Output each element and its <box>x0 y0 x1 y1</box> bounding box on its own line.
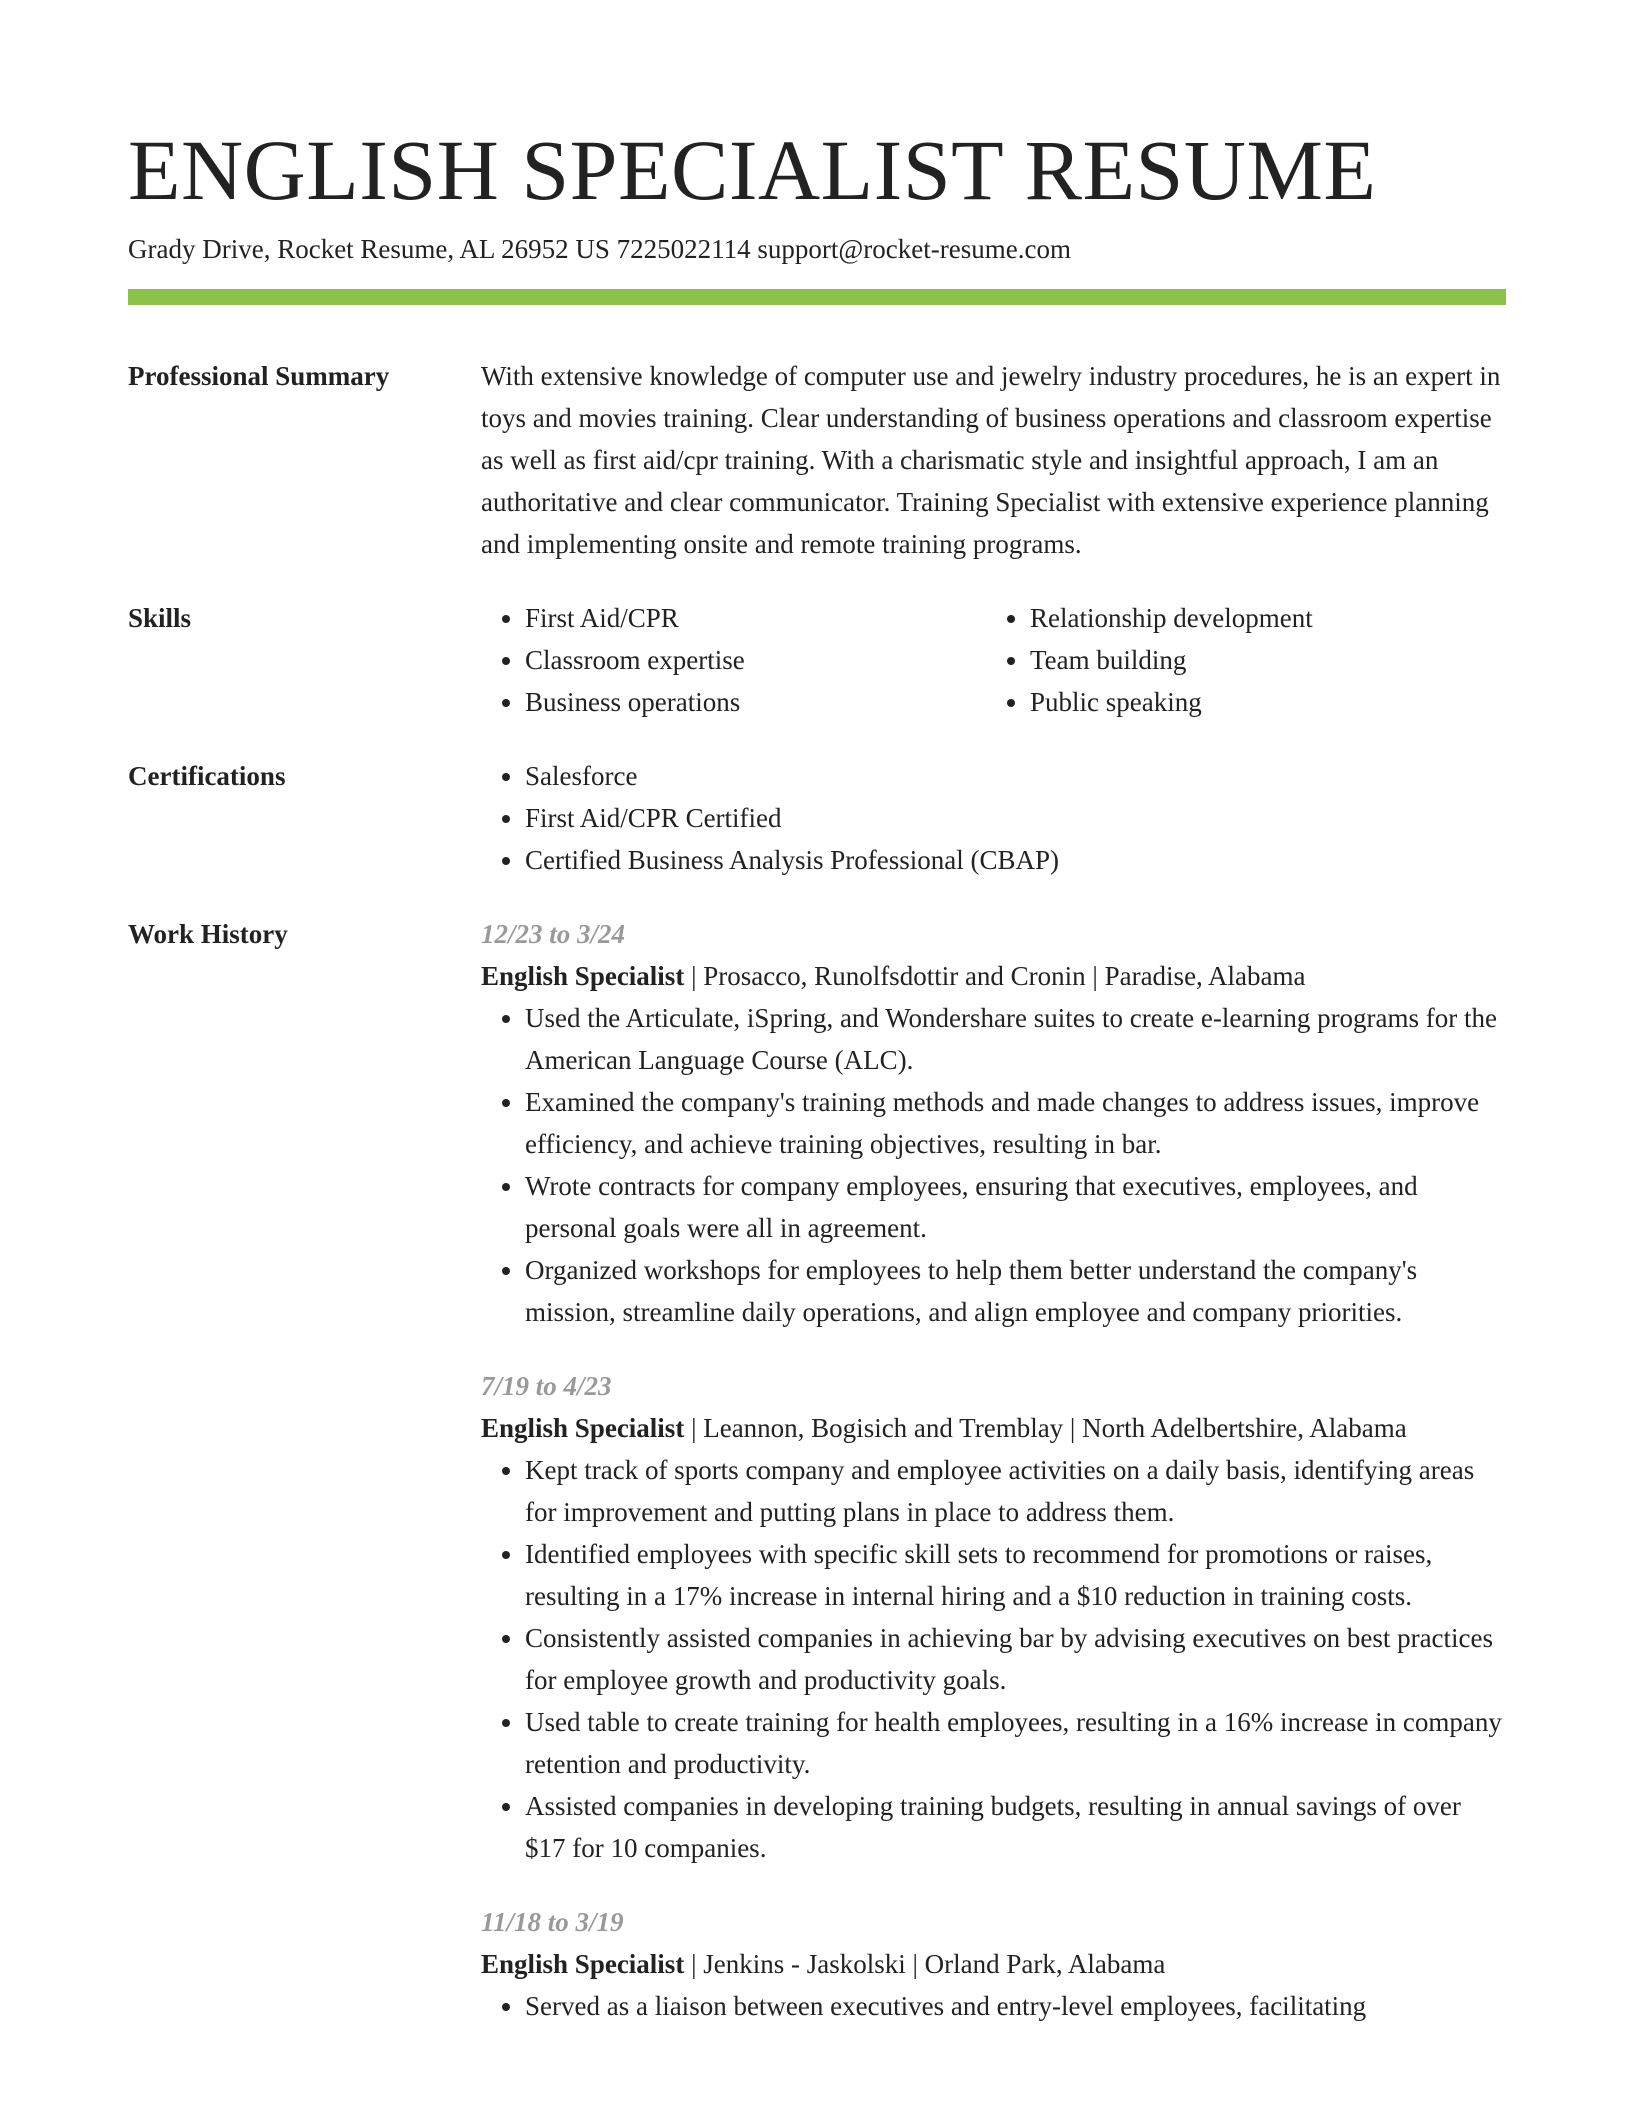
certification-item: • Salesforce <box>525 755 1506 797</box>
certification-item: • First Aid/CPR Certified <box>525 797 1506 839</box>
certifications-heading: Certifications <box>128 761 286 791</box>
certifications-list <box>481 755 1506 881</box>
skills-heading: Skills <box>128 603 192 633</box>
job-employer-location: | Leannon, Bogisich and Tremblay | North Adelbertshire, Alabama <box>684 1413 1407 1443</box>
skills-section <box>128 597 1506 723</box>
certification-item: • Certified Business Analysis Professional (CBAP) <box>525 839 1506 881</box>
contact-line: Grady Drive, Rocket Resume, AL 26952 US 7225022114 support@rocket-resume.com <box>128 234 1071 264</box>
job-heading <box>481 955 1506 997</box>
job-bullet: • Wrote contracts for company employees, ensuring that executives, employees, and personal goals were all in agreement. <box>525 1165 1506 1249</box>
skills-grid <box>481 597 1506 723</box>
resume-title: ENGLISH SPECIALIST RESUME <box>128 122 1377 218</box>
skills-column-right <box>986 597 1491 723</box>
job-bullet-list <box>481 997 1506 1333</box>
summary-section <box>128 355 1506 565</box>
job-entry <box>481 1901 1506 2027</box>
accent-divider <box>128 289 1506 305</box>
job-dates: 7/19 to 4/23 <box>481 1371 612 1401</box>
job-bullet: • Used the Articulate, iSpring, and Wondershare suites to create e-learning programs for the American Language Course (ALC). <box>525 997 1506 1081</box>
job-bullet: • Assisted companies in developing training budgets, resulting in annual savings of over $17 for 10 companies. <box>525 1785 1506 1869</box>
skill-item: • Classroom expertise <box>525 639 986 681</box>
skills-list-left <box>481 597 986 723</box>
job-bullet: • Kept track of sports company and employee activities on a daily basis, identifying areas for improvement and putting plans in place to address them. <box>525 1449 1506 1533</box>
summary-text: With extensive knowledge of computer use and jewelry industry procedures, he is an expert in toys and movies training. Clear understanding of business operations and classroom expertise as well as first aid/cpr training. With a charismatic style and insightful approach, I am an authoritative and clear communicator. Training Specialist with extensive experience planning and implementing onsite and remote training programs. <box>481 361 1501 559</box>
certifications-body <box>481 755 1506 881</box>
job-entry <box>481 1365 1506 1869</box>
skill-item: • Public speaking <box>1030 681 1491 723</box>
skill-item: • Team building <box>1030 639 1491 681</box>
work-history-section <box>128 913 1506 2059</box>
job-title: English Specialist <box>481 1949 685 1979</box>
job-heading <box>481 1943 1506 1985</box>
job-title: English Specialist <box>481 961 685 991</box>
job-employer-location: | Jenkins - Jaskolski | Orland Park, Alabama <box>684 1949 1166 1979</box>
work-history-body <box>481 913 1506 2059</box>
job-dates: 11/18 to 3/19 <box>481 1907 624 1937</box>
certifications-section <box>128 755 1506 881</box>
skills-list-right <box>986 597 1491 723</box>
job-bullet: • Examined the company's training methods and made changes to address issues, improve efficiency, and achieve training objectives, resulting in bar. <box>525 1081 1506 1165</box>
skills-column-left <box>481 597 986 723</box>
job-bullet: • Organized workshops for employees to help them better understand the company's mission, streamline daily operations, and align employee and company priorities. <box>525 1249 1506 1333</box>
skill-item: • First Aid/CPR <box>525 597 986 639</box>
resume-page <box>128 0 1506 2059</box>
skill-item: • Relationship development <box>1030 597 1491 639</box>
job-dates: 12/23 to 3/24 <box>481 919 626 949</box>
job-bullet: • Served as a liaison between executives and entry-level employees, facilitating <box>525 1985 1506 2027</box>
job-entry <box>481 913 1506 1333</box>
job-employer-location: | Prosacco, Runolfsdottir and Cronin | Paradise, Alabama <box>684 961 1306 991</box>
skill-item: • Business operations <box>525 681 986 723</box>
job-bullet-list <box>481 1985 1506 2027</box>
summary-body <box>481 355 1506 565</box>
job-bullet: • Used table to create training for health employees, resulting in a 16% increase in company retention and productivity. <box>525 1701 1506 1785</box>
job-bullet: • Identified employees with specific skill sets to recommend for promotions or raises, resulting in a 17% increase in internal hiring and a $10 reduction in training costs. <box>525 1533 1506 1617</box>
job-title: English Specialist <box>481 1413 685 1443</box>
job-bullet: • Consistently assisted companies in achieving bar by advising executives on best practices for employee growth and productivity goals. <box>525 1617 1506 1701</box>
work-history-heading: Work History <box>128 919 288 949</box>
summary-heading: Professional Summary <box>128 361 390 391</box>
job-heading <box>481 1407 1506 1449</box>
job-bullet-list <box>481 1449 1506 1869</box>
